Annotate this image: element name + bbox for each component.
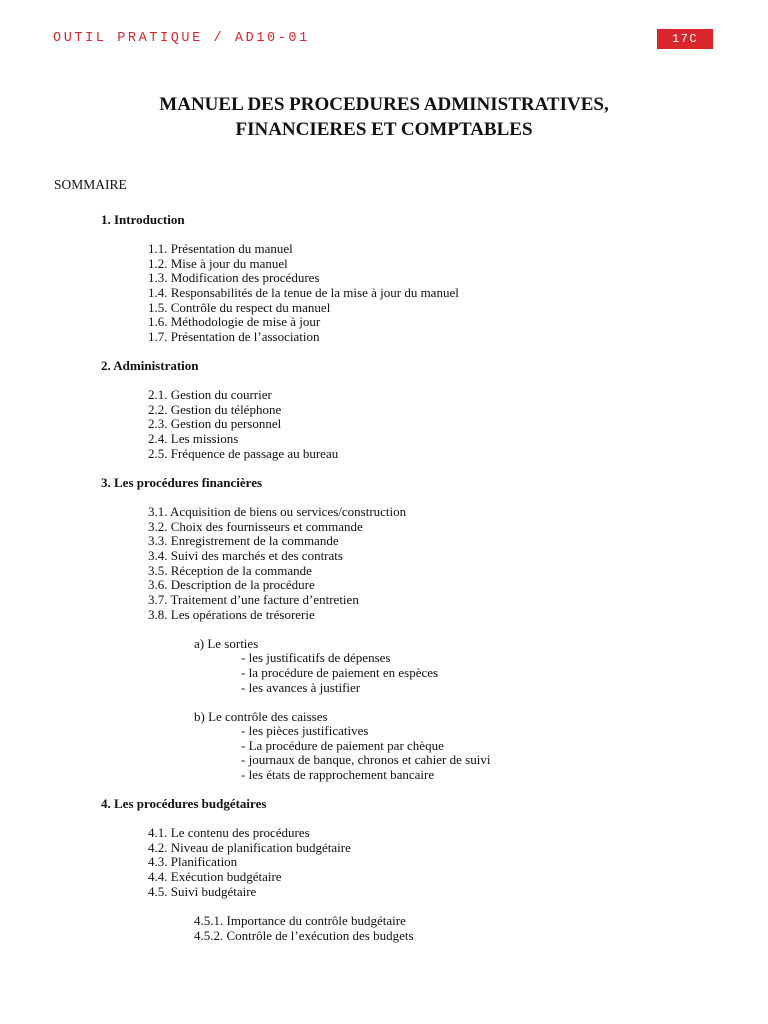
sommaire-heading: SOMMAIRE (54, 177, 127, 192)
toc-item: 4.3. Planification (148, 854, 238, 869)
toc-item: 2.1. Gestion du courrier (148, 387, 272, 402)
toc-bullet: - journaux de banque, chronos et cahier de suivi (241, 752, 491, 767)
toc-item: 2.4. Les missions (148, 431, 239, 446)
toc-item: 3.1. Acquisition de biens ou services/construction (148, 504, 407, 519)
toc-item: 1.5. Contrôle du respect du manuel (148, 300, 331, 315)
toc-item: 2.3. Gestion du personnel (148, 416, 282, 431)
toc-item: 3.3. Enregistrement de la commande (148, 533, 339, 548)
toc-item: 4.2. Niveau de planification budgétaire (148, 840, 351, 855)
toc-item: 3.6. Description de la procédure (148, 577, 315, 592)
toc-item: 4.5. Suivi budgétaire (148, 884, 257, 899)
toc-item: 3.4. Suivi des marchés et des contrats (148, 548, 343, 563)
page-number-badge: 17C (657, 29, 713, 49)
toc-item: 1.4. Responsabilités de la tenue de la mise à jour du manuel (148, 285, 459, 300)
section-heading-introduction: 1. Introduction (101, 212, 185, 227)
toc-subitem: 4.5.1. Importance du contrôle budgétaire (194, 913, 406, 928)
toc-item: 1.2. Mise à jour du manuel (148, 256, 288, 271)
toc-bullet: - les justificatifs de dépenses (241, 650, 391, 665)
title-line-1: MANUEL DES PROCEDURES ADMINISTRATIVES, (159, 94, 609, 115)
document-title (0, 92, 768, 142)
section-heading-budget-procedures: 4. Les procédures budgétaires (101, 796, 267, 811)
toc-subitem: 4.5.2. Contrôle de l’exécution des budgets (194, 928, 414, 943)
toc-item: 3.2. Choix des fournisseurs et commande (148, 519, 363, 534)
section-heading-financial-procedures: 3. Les procédures financières (101, 475, 263, 490)
toc-subsection-label: a) Le sorties (194, 636, 259, 651)
document-reference: OUTIL PRATIQUE / AD10-01 (53, 31, 310, 46)
toc-item: 2.5. Fréquence de passage au bureau (148, 446, 339, 461)
section-heading-administration: 2. Administration (101, 358, 199, 373)
toc-item: 2.2. Gestion du téléphone (148, 402, 282, 417)
toc-item: 3.8. Les opérations de trésorerie (148, 607, 315, 622)
toc-item: 4.4. Exécution budgétaire (148, 869, 282, 884)
toc-subsection-label: b) Le contrôle des caisses (194, 709, 328, 724)
toc-bullet: - la procédure de paiement en espèces (241, 665, 439, 680)
toc-item: 4.1. Le contenu des procédures (148, 825, 310, 840)
toc-bullet: - les états de rapprochement bancaire (241, 767, 435, 782)
title-line-2: FINANCIERES ET COMPTABLES (235, 119, 533, 140)
toc-item: 1.6. Méthodologie de mise à jour (148, 314, 321, 329)
toc-bullet: - les pièces justificatives (241, 723, 369, 738)
toc-item: 3.5. Réception de la commande (148, 563, 312, 578)
toc-item: 3.7. Traitement d’une facture d’entretien (148, 592, 359, 607)
toc-item: 1.1. Présentation du manuel (148, 241, 293, 256)
toc-bullet: - La procédure de paiement par chèque (241, 738, 444, 753)
toc-item: 1.7. Présentation de l’association (148, 329, 320, 344)
toc-bullet: - les avances à justifier (241, 680, 361, 695)
toc-item: 1.3. Modification des procédures (148, 270, 320, 285)
